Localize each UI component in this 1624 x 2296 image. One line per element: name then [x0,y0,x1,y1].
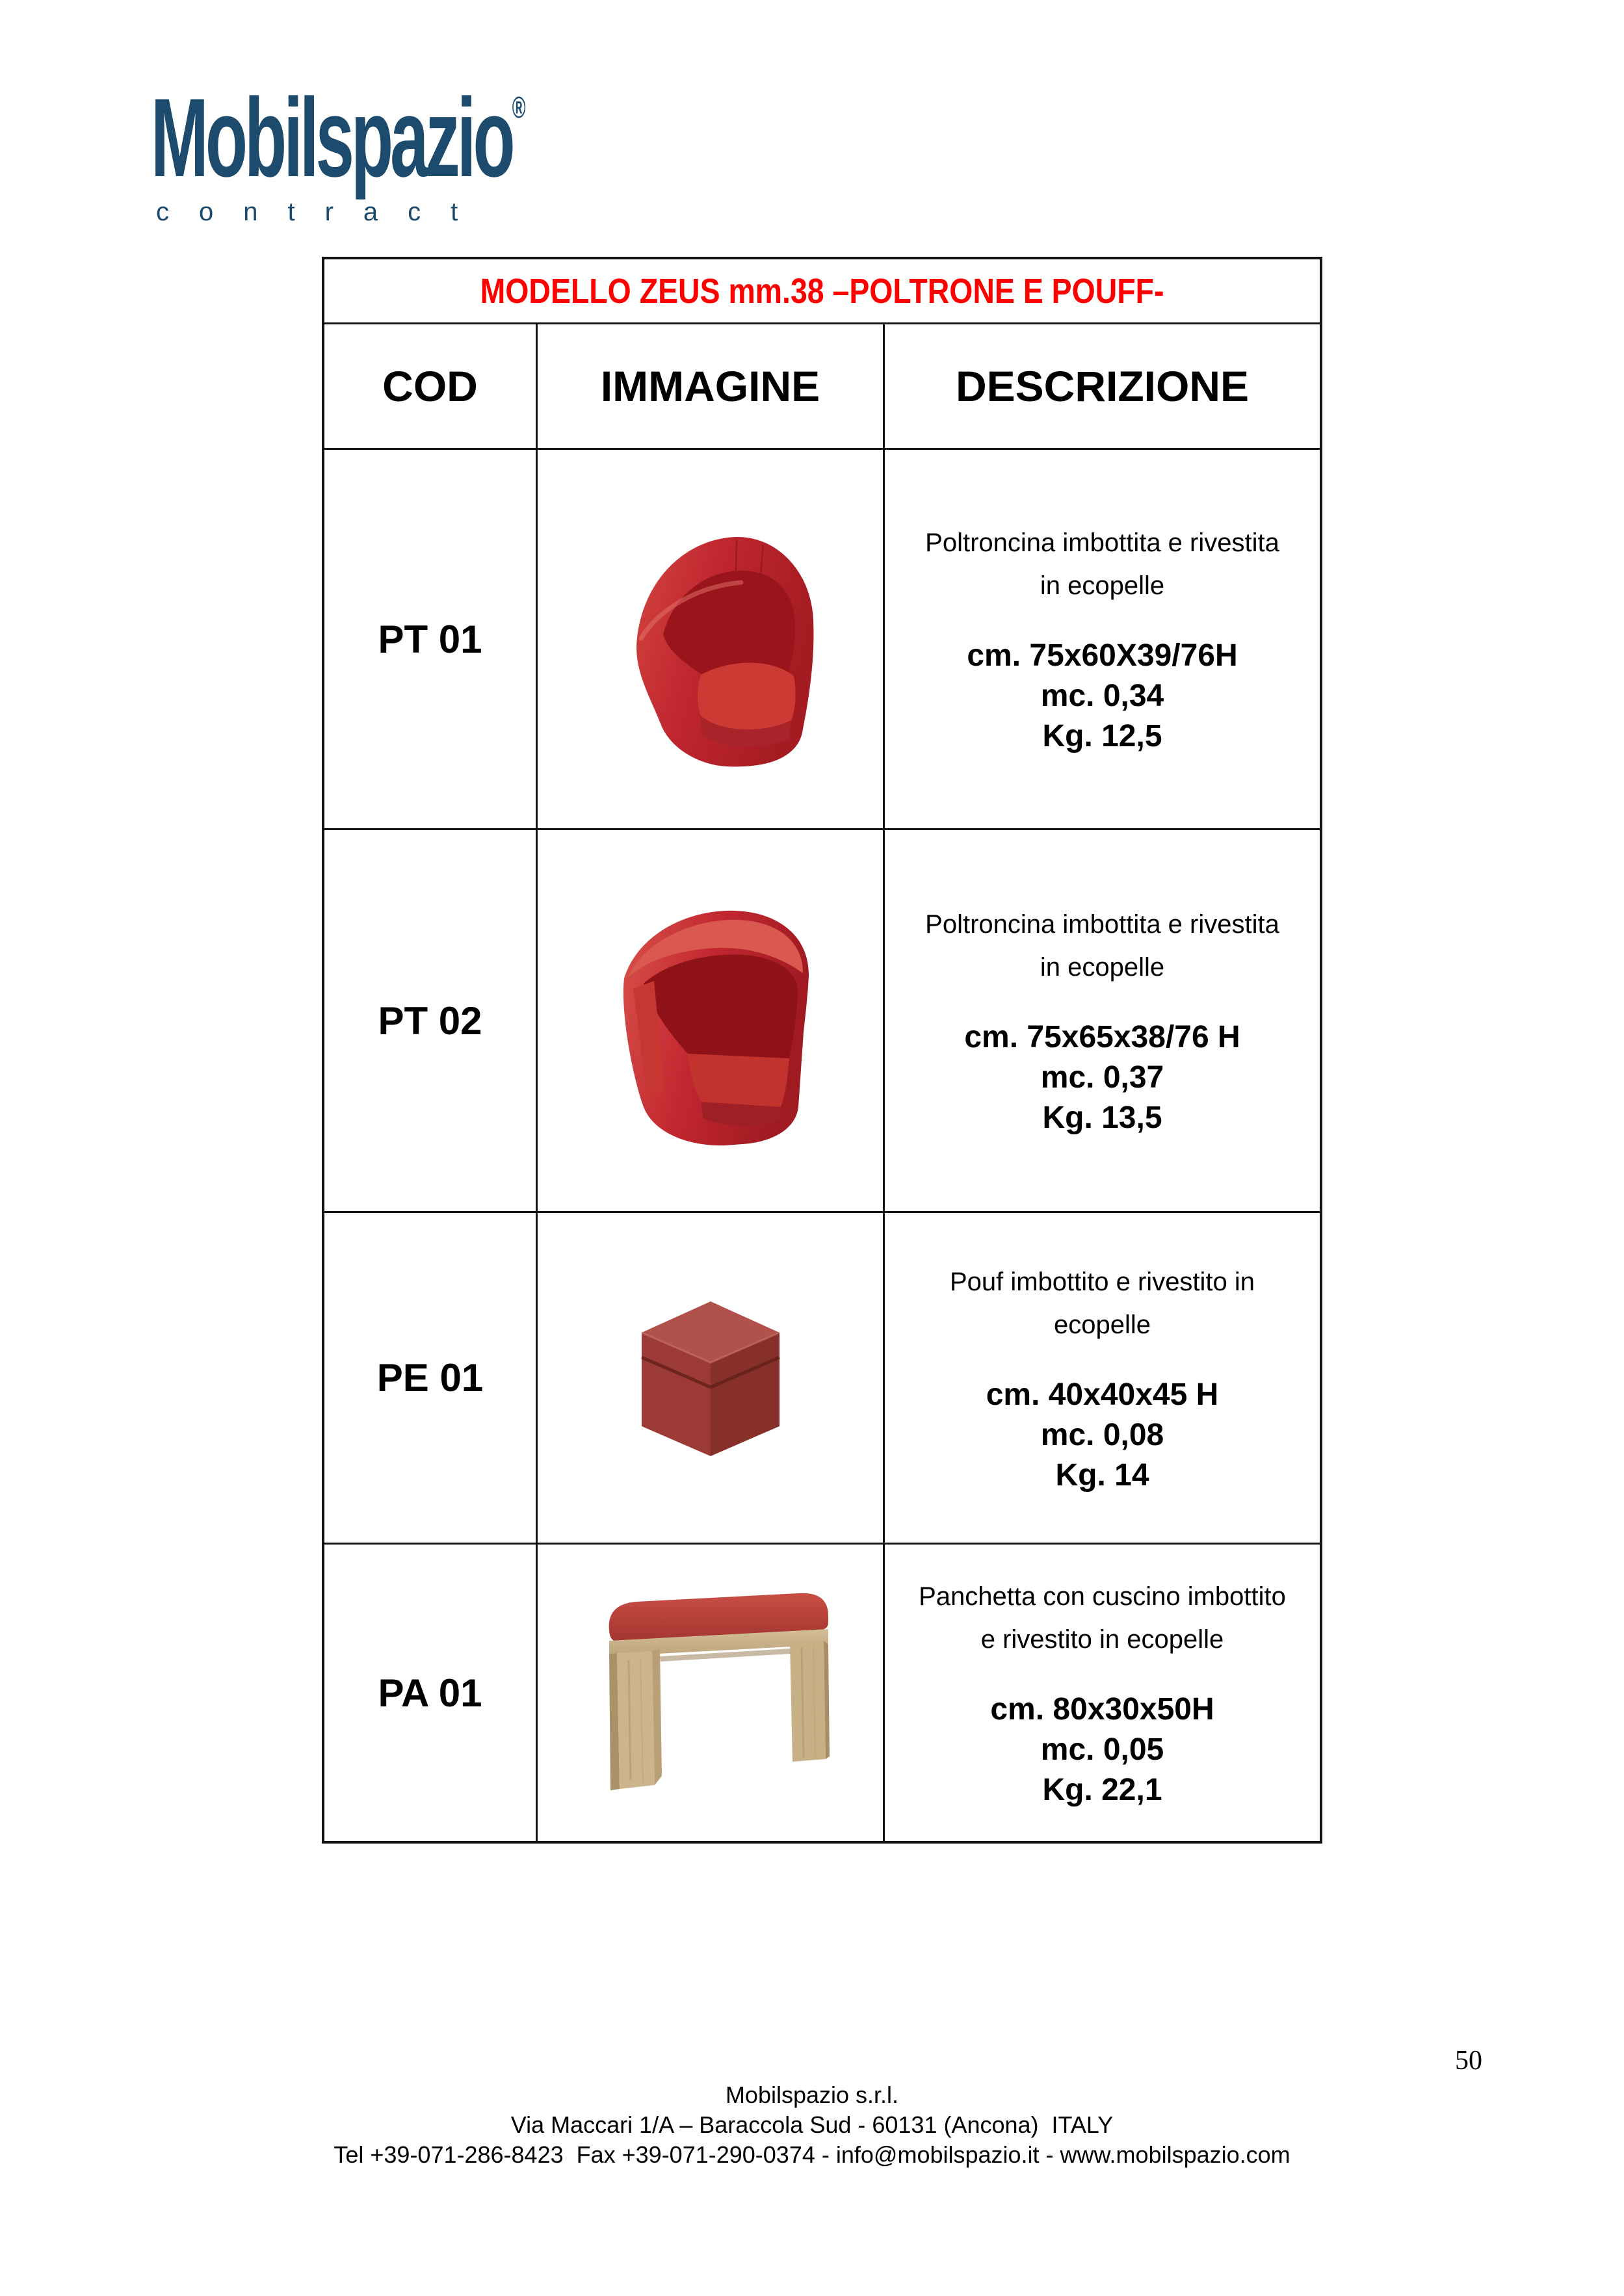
page-footer [0,2080,1624,2170]
logo-brand-text: Mobilspazio [151,75,512,200]
spec-dimensions: cm. 40x40x45 H [986,1377,1219,1412]
product-description-pe01 [885,1213,1320,1545]
spec-volume: mc. 0,34 [1040,679,1164,713]
product-code-pt01: PT 01 [324,450,538,830]
page-number: 50 [1455,2046,1482,2076]
spec-weight: Kg. 22,1 [1042,1773,1162,1807]
footer-company-name: Mobilspazio s.r.l. [725,2081,899,2108]
product-code-pe01: PE 01 [324,1213,538,1545]
spec-volume: mc. 0,37 [1040,1060,1164,1095]
description-line: in ecopelle [1040,571,1165,600]
logo-wordmark [151,75,526,200]
wood-bench-red-cushion-image [574,1589,847,1797]
spec-dimensions: cm. 80x30x50H [990,1692,1214,1727]
product-code-pt02: PT 02 [324,830,538,1213]
description-line: e rivestito in ecopelle [980,1625,1224,1654]
red-tub-armchair-image [603,511,818,768]
company-logo [151,75,755,227]
description-line: Poltroncina imbottita e rivestita [925,910,1279,939]
product-table [322,257,1322,1844]
header-descrizione: DESCRIZIONE [885,324,1320,450]
logo-tagline: contract [156,198,488,226]
table-title: MODELLO ZEUS mm.38 –POLTRONE E POUFF- [480,271,1164,311]
description-line: in ecopelle [1040,953,1165,982]
product-image-cell-pt01 [538,450,885,830]
description-line: Poltroncina imbottita e rivestita [925,528,1279,557]
red-square-tub-armchair-image [605,893,816,1149]
spec-volume: mc. 0,08 [1040,1417,1164,1452]
product-code-pa01: PA 01 [324,1545,538,1841]
red-cube-pouf-image [633,1298,789,1459]
spec-volume: mc. 0,05 [1040,1732,1164,1767]
spec-weight: Kg. 14 [1055,1457,1149,1493]
spec-dimensions: cm. 75x65x38/76 H [964,1020,1240,1054]
header-cod: COD [324,324,538,450]
product-image-cell-pe01 [538,1213,885,1545]
spec-weight: Kg. 12,5 [1042,719,1162,753]
description-line: ecopelle [1053,1310,1151,1339]
product-image-cell-pa01 [538,1545,885,1841]
registered-trademark-icon: ® [512,90,526,124]
description-line: Panchetta con cuscino imbottito [919,1582,1286,1611]
description-line: Pouf imbottito e rivestito in [949,1267,1255,1296]
spec-dimensions: cm. 75x60X39/76H [967,638,1238,673]
product-image-cell-pt02 [538,830,885,1213]
footer-address: Via Maccari 1/A – Baraccola Sud - 60131 (Ancona) ITALY [510,2111,1114,2138]
footer-contacts: Tel +39-071-286-8423 Fax +39-071-290-0374 - info@mobilspazio.it - www.mobilspazio.com [334,2141,1290,2168]
spec-weight: Kg. 13,5 [1042,1101,1162,1135]
table-title-row [324,259,1320,324]
header-immagine: IMMAGINE [538,324,885,450]
product-description-pt02 [885,830,1320,1213]
product-description-pt01 [885,450,1320,830]
product-description-pa01 [885,1545,1320,1841]
